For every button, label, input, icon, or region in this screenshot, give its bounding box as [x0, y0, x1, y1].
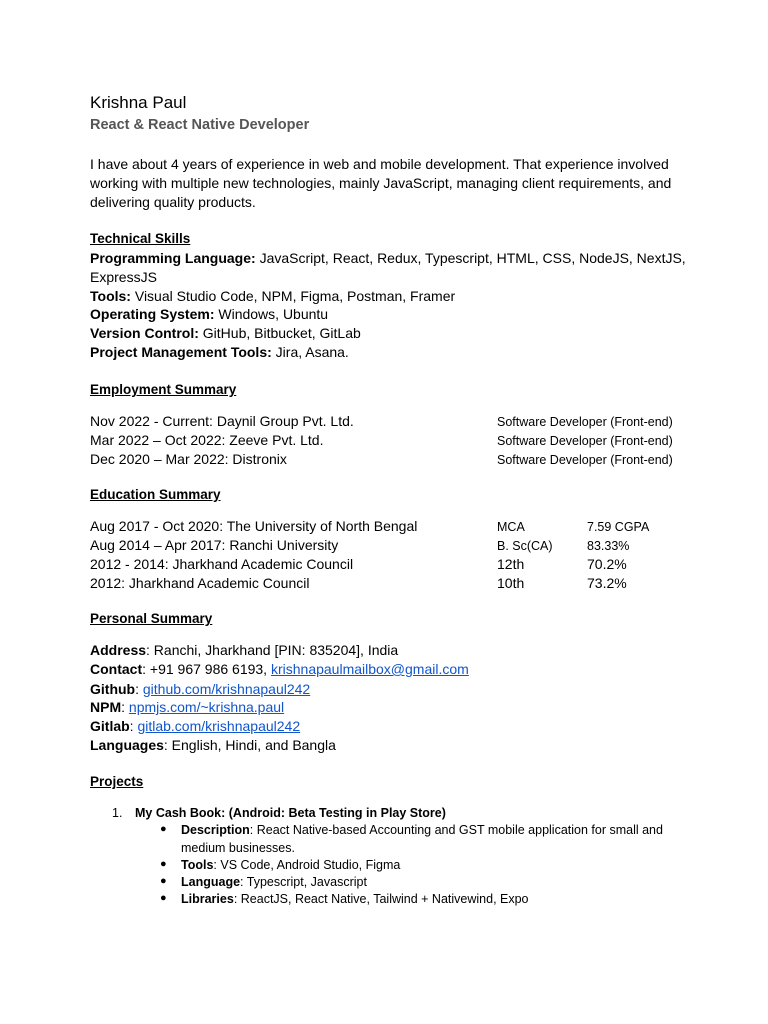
project-title: My Cash Book: (Android: Beta Testing in Play Store) [135, 806, 446, 820]
employment-role: Software Developer (Front-end) [497, 453, 673, 467]
education-score: 70.2% [587, 556, 627, 572]
education-period: Aug 2017 - Oct 2020: The University of North Bengal [90, 518, 418, 534]
gitlab-label: Gitlab [90, 718, 130, 734]
education-score: 7.59 CGPA [587, 520, 650, 534]
skill-operating-system [90, 305, 328, 324]
education-degree: 10th [497, 575, 525, 591]
projects-heading: Projects [90, 774, 144, 789]
skill-value: Jira, Asana. [271, 344, 349, 360]
employment-role: Software Developer (Front-end) [497, 434, 673, 448]
education-score: 73.2% [587, 575, 627, 591]
skill-label: Operating System: [90, 306, 215, 322]
skill-tools [90, 287, 455, 306]
email-link[interactable]: krishnapaulmailbox@gmail.com [270, 661, 469, 677]
employment-role: Software Developer (Front-end) [497, 415, 673, 429]
gitlab-line [90, 717, 300, 736]
bullet-icon: ● [160, 823, 167, 835]
detail-value: : VS Code, Android Studio, Figma [213, 858, 401, 872]
skill-label: Version Control: [90, 325, 199, 341]
education-degree: 12th [497, 556, 525, 572]
skill-label: Programming Language: [90, 250, 256, 266]
personal-summary-heading: Personal Summary [90, 611, 213, 626]
employment-period: Nov 2022 - Current: Daynil Group Pvt. Ltd. [90, 413, 354, 429]
project-tools [181, 857, 400, 875]
skill-label: Tools: [90, 288, 131, 304]
contact-line [90, 660, 469, 679]
employment-period: Dec 2020 – Mar 2022: Distronix [90, 451, 287, 467]
detail-label: Tools [181, 858, 214, 872]
skill-value: Visual Studio Code, NPM, Figma, Postman, Framer [130, 288, 456, 304]
address-value: : Ranchi, Jharkhand [PIN: 835204], India [146, 642, 399, 658]
education-degree: MCA [497, 520, 525, 534]
contact-phone: : +91 967 986 6193, [142, 661, 271, 677]
gitlab-link[interactable]: gitlab.com/krishnapaul242 [137, 718, 301, 734]
project-number: 1. [112, 806, 123, 820]
skill-version-control [90, 324, 361, 343]
person-name: Krishna Paul [90, 93, 187, 112]
detail-label: Description [181, 823, 250, 837]
separator: : [129, 718, 138, 734]
profile-summary: I have about 4 years of experience in web and mobile development. That experience involved working with multiple new technologies, mainly JavaScript, managing client requirements, and delivering quality products. [90, 156, 672, 210]
detail-value: : Typescript, Javascript [240, 875, 367, 889]
project-libraries [181, 891, 529, 909]
detail-value: : ReactJS, React Native, Tailwind + Nativewind, Expo [233, 892, 529, 906]
npm-link[interactable]: npmjs.com/~krishna.paul [128, 699, 285, 715]
separator: : [121, 699, 129, 715]
bullet-icon: ● [160, 875, 167, 887]
employment-summary-heading: Employment Summary [90, 382, 237, 397]
npm-line [90, 698, 284, 717]
skill-project-management [90, 343, 349, 362]
languages-value: : English, Hindi, and Bangla [163, 737, 336, 753]
bullet-icon: ● [160, 858, 167, 870]
employment-period: Mar 2022 – Oct 2022: Zeeve Pvt. Ltd. [90, 432, 324, 448]
github-line [90, 680, 310, 699]
job-title: React & React Native Developer [90, 117, 310, 133]
skill-label: Project Management Tools: [90, 344, 272, 360]
github-link[interactable]: github.com/krishnapaul242 [142, 681, 311, 697]
education-score: 83.33% [587, 539, 630, 553]
skill-value: JavaScript, React, Redux, Typescript, HTML, CSS, NodeJS, NextJS, ExpressJS [90, 250, 686, 285]
address-line [90, 641, 398, 660]
detail-label: Libraries [181, 892, 234, 906]
detail-value: : React Native-based Accounting and GST mobile application for small and medium businesses. [181, 823, 663, 855]
address-label: Address [90, 642, 147, 658]
languages-label: Languages [90, 737, 164, 753]
education-period: Aug 2014 – Apr 2017: Ranchi University [90, 537, 339, 553]
languages-line [90, 736, 336, 755]
skill-value: GitHub, Bitbucket, GitLab [198, 325, 361, 341]
skill-programming-language [90, 249, 690, 287]
skill-value: Windows, Ubuntu [214, 306, 329, 322]
github-label: Github [90, 681, 136, 697]
npm-label: NPM [90, 699, 122, 715]
project-description [181, 822, 681, 857]
education-period: 2012: Jharkhand Academic Council [90, 575, 310, 591]
project-language [181, 874, 367, 892]
education-period: 2012 - 2014: Jharkhand Academic Council [90, 556, 354, 572]
technical-skills-heading: Technical Skills [90, 231, 191, 246]
education-summary-heading: Education Summary [90, 487, 221, 502]
bullet-icon: ● [160, 892, 167, 904]
separator: : [135, 681, 143, 697]
contact-label: Contact [90, 661, 143, 677]
education-degree: B. Sc(CA) [497, 539, 553, 553]
detail-label: Language [181, 875, 241, 889]
